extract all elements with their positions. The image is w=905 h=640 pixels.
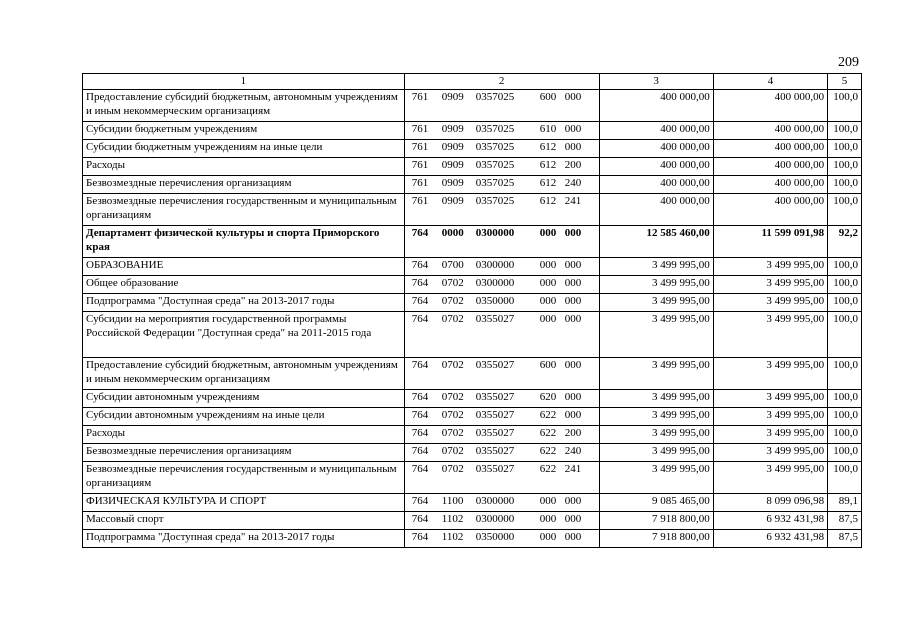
- row-value-col3: 3 499 995,00: [599, 358, 713, 390]
- row-name: Безвозмездные перечисления государственным и муниципальным организациям: [83, 194, 405, 226]
- code-section: 0702: [441, 427, 464, 439]
- code-target: 0355027: [475, 427, 515, 439]
- budget-table: [82, 73, 862, 548]
- table-row: [83, 444, 862, 462]
- table-row: [83, 530, 862, 548]
- code-admin: 764: [411, 277, 429, 289]
- row-name: Субсидии автономным учреждениям: [83, 390, 405, 408]
- code-target: 0355027: [475, 409, 515, 421]
- code-operation: 000: [564, 531, 582, 543]
- code-admin: 764: [411, 427, 429, 439]
- code-target: 0357025: [475, 123, 515, 135]
- code-admin: 761: [411, 195, 429, 207]
- row-value-col4: 400 000,00: [713, 140, 827, 158]
- row-codes: [404, 444, 599, 462]
- row-value-col5: 100,0: [828, 90, 862, 122]
- code-operation: 241: [564, 195, 582, 207]
- code-operation: 000: [564, 259, 582, 271]
- row-codes: [404, 462, 599, 494]
- code-type: 620: [539, 391, 557, 403]
- table-body: [83, 90, 862, 548]
- row-name: Предоставление субсидий бюджетным, автономным учреждениям и иным некоммерческим организациям: [83, 358, 405, 390]
- code-admin: 764: [411, 495, 429, 507]
- code-operation: 240: [564, 445, 582, 457]
- code-section: 0909: [441, 177, 464, 189]
- code-admin: 764: [411, 227, 429, 239]
- row-value-col4: 400 000,00: [713, 176, 827, 194]
- table-row: [83, 426, 862, 444]
- row-codes: [404, 226, 599, 258]
- row-name: Общее образование: [83, 276, 405, 294]
- code-admin: 764: [411, 531, 429, 543]
- row-value-col3: 3 499 995,00: [599, 462, 713, 494]
- code-type: 000: [539, 313, 557, 325]
- table-header: [83, 74, 862, 90]
- row-name: ФИЗИЧЕСКАЯ КУЛЬТУРА И СПОРТ: [83, 494, 405, 512]
- row-value-col3: 9 085 465,00: [599, 494, 713, 512]
- code-target: 0300000: [475, 277, 515, 289]
- row-value-col4: 3 499 995,00: [713, 408, 827, 426]
- row-value-col5: 89,1: [828, 494, 862, 512]
- table-row: [83, 512, 862, 530]
- code-target: 0355027: [475, 445, 515, 457]
- code-type: 622: [539, 463, 557, 475]
- row-codes: [404, 158, 599, 176]
- code-target: 0300000: [475, 513, 515, 525]
- code-target: 0357025: [475, 177, 515, 189]
- row-codes: [404, 276, 599, 294]
- row-name: Субсидии автономным учреждениям на иные цели: [83, 408, 405, 426]
- row-value-col3: 3 499 995,00: [599, 444, 713, 462]
- code-target: 0350000: [475, 531, 515, 543]
- row-name: Субсидии бюджетным учреждениям на иные цели: [83, 140, 405, 158]
- code-section: 0702: [441, 277, 464, 289]
- row-codes: [404, 530, 599, 548]
- code-type: 622: [539, 445, 557, 457]
- row-value-col3: 3 499 995,00: [599, 312, 713, 358]
- row-value-col4: 400 000,00: [713, 158, 827, 176]
- code-section: 0702: [441, 391, 464, 403]
- row-value-col4: 3 499 995,00: [713, 312, 827, 358]
- table-row: [83, 494, 862, 512]
- row-name: Подпрограмма "Доступная среда" на 2013-2017 годы: [83, 530, 405, 548]
- row-value-col4: 11 599 091,98: [713, 226, 827, 258]
- code-type: 622: [539, 427, 557, 439]
- code-operation: 240: [564, 177, 582, 189]
- code-operation: 200: [564, 159, 582, 171]
- row-value-col5: 100,0: [828, 176, 862, 194]
- code-section: 0702: [441, 463, 464, 475]
- header-col-2: 2: [404, 74, 599, 90]
- code-target: 0357025: [475, 159, 515, 171]
- code-type: 600: [539, 91, 557, 103]
- code-admin: 761: [411, 91, 429, 103]
- code-operation: 000: [564, 227, 582, 239]
- code-admin: 764: [411, 295, 429, 307]
- row-value-col5: 100,0: [828, 158, 862, 176]
- code-operation: 000: [564, 495, 582, 507]
- row-value-col4: 400 000,00: [713, 122, 827, 140]
- row-value-col5: 100,0: [828, 390, 862, 408]
- row-value-col4: 400 000,00: [713, 194, 827, 226]
- code-operation: 200: [564, 427, 582, 439]
- code-type: 612: [539, 141, 557, 153]
- code-type: 000: [539, 531, 557, 543]
- row-codes: [404, 258, 599, 276]
- row-value-col4: 3 499 995,00: [713, 390, 827, 408]
- row-name: Предоставление субсидий бюджетным, автономным учреждениям и иным некоммерческим организациям: [83, 90, 405, 122]
- row-codes: [404, 194, 599, 226]
- code-type: 000: [539, 513, 557, 525]
- code-operation: 000: [564, 313, 582, 325]
- row-value-col4: 3 499 995,00: [713, 358, 827, 390]
- row-value-col5: 100,0: [828, 194, 862, 226]
- row-name: Субсидии на мероприятия государственной программы Российской Федерации "Доступная среда" на 2011-2015 года: [83, 312, 405, 358]
- table-row: [83, 258, 862, 276]
- row-value-col4: 3 499 995,00: [713, 462, 827, 494]
- code-target: 0357025: [475, 91, 515, 103]
- code-type: 000: [539, 277, 557, 289]
- row-value-col3: 3 499 995,00: [599, 258, 713, 276]
- code-section: 0702: [441, 445, 464, 457]
- row-name: Расходы: [83, 158, 405, 176]
- code-target: 0300000: [475, 495, 515, 507]
- row-name: Подпрограмма "Доступная среда" на 2013-2017 годы: [83, 294, 405, 312]
- row-codes: [404, 408, 599, 426]
- code-target: 0355027: [475, 463, 515, 475]
- row-value-col4: 6 932 431,98: [713, 530, 827, 548]
- table-row: [83, 276, 862, 294]
- code-type: 612: [539, 159, 557, 171]
- row-value-col5: 100,0: [828, 408, 862, 426]
- row-name: Расходы: [83, 426, 405, 444]
- code-operation: 000: [564, 391, 582, 403]
- row-name: Безвозмездные перечисления государственным и муниципальным организациям: [83, 462, 405, 494]
- code-target: 0357025: [475, 195, 515, 207]
- row-value-col3: 12 585 460,00: [599, 226, 713, 258]
- header-col-3: 3: [599, 74, 713, 90]
- code-operation: 000: [564, 295, 582, 307]
- code-admin: 764: [411, 445, 429, 457]
- row-value-col5: 100,0: [828, 258, 862, 276]
- table-row: [83, 226, 862, 258]
- code-section: 0702: [441, 359, 464, 371]
- row-value-col3: 400 000,00: [599, 90, 713, 122]
- row-value-col3: 400 000,00: [599, 140, 713, 158]
- code-type: 000: [539, 227, 557, 239]
- code-type: 610: [539, 123, 557, 135]
- row-value-col3: 3 499 995,00: [599, 294, 713, 312]
- row-value-col4: 3 499 995,00: [713, 294, 827, 312]
- code-target: 0355027: [475, 359, 515, 371]
- row-value-col3: 400 000,00: [599, 194, 713, 226]
- row-value-col3: 400 000,00: [599, 158, 713, 176]
- row-value-col5: 100,0: [828, 462, 862, 494]
- table-row: [83, 408, 862, 426]
- row-value-col4: 3 499 995,00: [713, 276, 827, 294]
- code-type: 612: [539, 195, 557, 207]
- row-value-col4: 400 000,00: [713, 90, 827, 122]
- row-value-col5: 100,0: [828, 276, 862, 294]
- row-value-col3: 3 499 995,00: [599, 390, 713, 408]
- code-section: 0702: [441, 313, 464, 325]
- code-admin: 761: [411, 159, 429, 171]
- row-codes: [404, 494, 599, 512]
- code-admin: 764: [411, 409, 429, 421]
- row-value-col5: 87,5: [828, 530, 862, 548]
- row-name: Массовый спорт: [83, 512, 405, 530]
- code-admin: 764: [411, 259, 429, 271]
- row-value-col4: 3 499 995,00: [713, 258, 827, 276]
- code-section: 0702: [441, 295, 464, 307]
- code-operation: 000: [564, 277, 582, 289]
- row-codes: [404, 90, 599, 122]
- row-value-col5: 100,0: [828, 140, 862, 158]
- row-codes: [404, 512, 599, 530]
- table-row: [83, 358, 862, 390]
- code-operation: 000: [564, 513, 582, 525]
- row-codes: [404, 426, 599, 444]
- code-target: 0350000: [475, 295, 515, 307]
- code-target: 0300000: [475, 259, 515, 271]
- code-target: 0357025: [475, 141, 515, 153]
- row-codes: [404, 312, 599, 358]
- row-value-col3: 3 499 995,00: [599, 426, 713, 444]
- code-operation: 000: [564, 409, 582, 421]
- header-col-5: 5: [828, 74, 862, 90]
- row-value-col3: 400 000,00: [599, 122, 713, 140]
- code-admin: 764: [411, 463, 429, 475]
- row-value-col5: 100,0: [828, 294, 862, 312]
- table-row: [83, 90, 862, 122]
- code-section: 0702: [441, 409, 464, 421]
- row-value-col5: 87,5: [828, 512, 862, 530]
- code-admin: 764: [411, 391, 429, 403]
- code-section: 1102: [441, 513, 464, 525]
- code-section: 0909: [441, 91, 464, 103]
- row-name: Субсидии бюджетным учреждениям: [83, 122, 405, 140]
- code-type: 000: [539, 259, 557, 271]
- page-number: 209: [838, 55, 859, 70]
- row-name: ОБРАЗОВАНИЕ: [83, 258, 405, 276]
- code-type: 000: [539, 495, 557, 507]
- header-col-4: 4: [713, 74, 827, 90]
- table-row: [83, 390, 862, 408]
- table-row: [83, 462, 862, 494]
- row-value-col3: 400 000,00: [599, 176, 713, 194]
- row-value-col3: 7 918 800,00: [599, 512, 713, 530]
- code-section: 0909: [441, 159, 464, 171]
- code-admin: 761: [411, 141, 429, 153]
- code-operation: 241: [564, 463, 582, 475]
- code-section: 1102: [441, 531, 464, 543]
- table-row: [83, 140, 862, 158]
- row-value-col5: 100,0: [828, 122, 862, 140]
- row-codes: [404, 390, 599, 408]
- code-target: 0355027: [475, 313, 515, 325]
- code-section: 1100: [441, 495, 464, 507]
- code-target: 0300000: [475, 227, 515, 239]
- code-section: 0000: [441, 227, 464, 239]
- row-codes: [404, 294, 599, 312]
- code-section: 0909: [441, 123, 464, 135]
- row-value-col4: 6 932 431,98: [713, 512, 827, 530]
- row-value-col5: 100,0: [828, 312, 862, 358]
- row-value-col5: 100,0: [828, 358, 862, 390]
- row-name: Департамент физической культуры и спорта Приморского края: [83, 226, 405, 258]
- code-admin: 761: [411, 177, 429, 189]
- row-value-col5: 92,2: [828, 226, 862, 258]
- row-value-col3: 7 918 800,00: [599, 530, 713, 548]
- code-operation: 000: [564, 123, 582, 135]
- row-value-col5: 100,0: [828, 426, 862, 444]
- row-value-col3: 3 499 995,00: [599, 276, 713, 294]
- code-section: 0700: [441, 259, 464, 271]
- row-codes: [404, 140, 599, 158]
- table-row: [83, 158, 862, 176]
- code-operation: 000: [564, 141, 582, 153]
- row-value-col3: 3 499 995,00: [599, 408, 713, 426]
- row-codes: [404, 176, 599, 194]
- row-codes: [404, 358, 599, 390]
- code-admin: 764: [411, 513, 429, 525]
- table-row: [83, 176, 862, 194]
- code-section: 0909: [441, 195, 464, 207]
- row-name: Безвозмездные перечисления организациям: [83, 444, 405, 462]
- table-row: [83, 294, 862, 312]
- row-name: Безвозмездные перечисления организациям: [83, 176, 405, 194]
- row-codes: [404, 122, 599, 140]
- table-row: [83, 312, 862, 358]
- code-type: 600: [539, 359, 557, 371]
- code-operation: 000: [564, 91, 582, 103]
- table-row: [83, 122, 862, 140]
- code-operation: 000: [564, 359, 582, 371]
- row-value-col5: 100,0: [828, 444, 862, 462]
- row-value-col4: 8 099 096,98: [713, 494, 827, 512]
- row-value-col4: 3 499 995,00: [713, 444, 827, 462]
- code-admin: 764: [411, 313, 429, 325]
- code-target: 0355027: [475, 391, 515, 403]
- code-admin: 761: [411, 123, 429, 135]
- header-col-1: 1: [83, 74, 405, 90]
- code-section: 0909: [441, 141, 464, 153]
- code-admin: 764: [411, 359, 429, 371]
- code-type: 000: [539, 295, 557, 307]
- table-row: [83, 194, 862, 226]
- code-type: 622: [539, 409, 557, 421]
- header-row: [83, 74, 862, 90]
- code-type: 612: [539, 177, 557, 189]
- row-value-col4: 3 499 995,00: [713, 426, 827, 444]
